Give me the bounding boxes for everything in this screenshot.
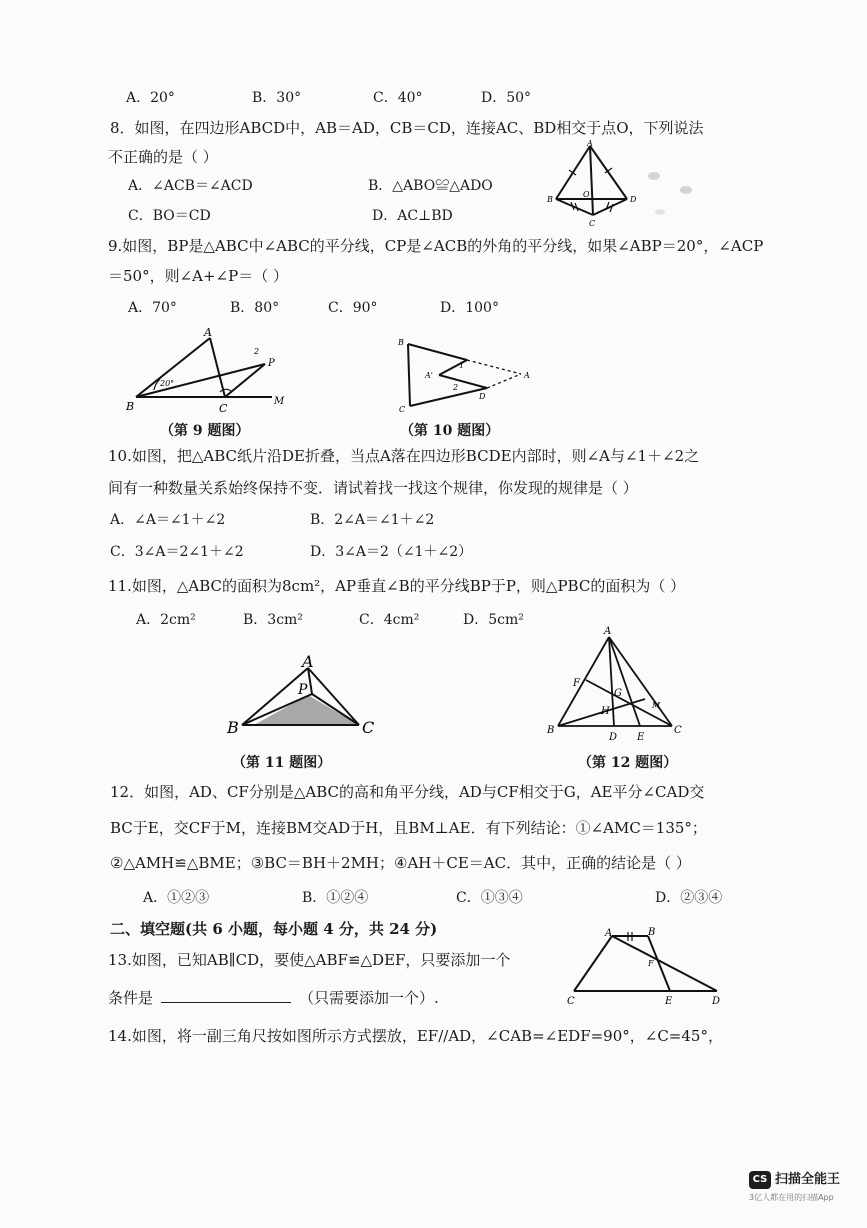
q10-option-a: A．∠A＝∠1＋∠2 — [110, 512, 226, 528]
q8-option-c: C．BO＝CD — [128, 208, 211, 224]
q13-answer-blank[interactable] — [161, 988, 291, 1003]
q13-label-e: E — [665, 996, 673, 1007]
q12-label-d: D — [609, 732, 618, 743]
q9-label-p: P — [268, 358, 275, 369]
q8-stem-line1: 8．如图，在四边形ABCD中，AB＝AD，CB＝CD，连接AC、BD相交于点O，下列说法 — [110, 119, 704, 137]
q11-label-c: C — [362, 718, 375, 737]
q12-stem-line2: BC于E，交CF于M，连接BM交AD于H，且BM⊥AE．有下列结论：①∠AMC＝135°； — [110, 819, 707, 837]
q12-option-d: D．②③④ — [655, 890, 723, 906]
q10-label-b: B — [398, 338, 404, 347]
q11-stem: 11.如图，△ABC的面积为8cm²，AP垂直∠B的平分线BP于P，则△PBC的面积为（ ） — [108, 577, 686, 595]
q8-figure — [545, 140, 640, 230]
q12-label-c: C — [674, 725, 682, 736]
q10-option-c: C．3∠A＝2∠1＋∠2 — [110, 544, 244, 560]
scan-smudge — [640, 160, 700, 230]
q14-stem: 14.如图，将一副三角尺按如图所示方式摆放，EF//AD，∠CAB=∠EDF=90°，∠C=45°， — [108, 1027, 723, 1045]
q8-option-b: B．△ABO≌△ADO — [368, 178, 493, 194]
q10-stem-line2: 间有一种数量关系始终保持不变．请试着找一找这个规律，你发现的规律是（ ） — [108, 479, 638, 497]
q9-caption: （第 9 题图） — [160, 423, 250, 439]
q9-label-2: 2 — [254, 347, 260, 356]
q9-figure — [122, 322, 292, 417]
scanner-tagline: 3亿人都在用的扫描App — [749, 1193, 834, 1202]
q12-option-c: C．①③④ — [456, 890, 523, 906]
q9-option-c: C．90° — [328, 300, 378, 316]
q12-label-e: E — [637, 732, 645, 743]
q12-label-m: M — [652, 701, 661, 710]
q10-label-a-prime: A' — [425, 371, 433, 380]
q10-label-1: 1 — [459, 361, 465, 370]
q8-label-a: A — [587, 140, 593, 148]
q10-caption: （第 10 题图） — [400, 423, 500, 439]
q13-label-c: C — [567, 996, 575, 1007]
q10-label-d: D — [479, 392, 486, 401]
section-title-fill-in: 二、填空题(共 6 小题，每小题 4 分，共 24 分) — [110, 920, 438, 938]
q12-figure — [542, 620, 692, 745]
q9-option-a: A．70° — [128, 300, 177, 316]
q9-option-b: B．80° — [230, 300, 280, 316]
q9-stem-line2: ＝50°，则∠A+∠P＝（ ） — [108, 267, 288, 285]
q10-figure — [395, 330, 540, 415]
q10-option-d: D．3∠A＝2（∠1＋∠2） — [310, 544, 473, 560]
q8-option-a: A．∠ACB＝∠ACD — [128, 178, 253, 194]
q12-label-f: F — [573, 678, 580, 689]
scanner-app-name: 扫描全能王 — [775, 1172, 841, 1187]
q9-label-m: M — [274, 396, 285, 407]
q8-label-b: B — [547, 195, 553, 204]
q11-option-a: A．2cm² — [136, 612, 196, 628]
q13-suffix: （只需要添加一个）. — [299, 989, 439, 1007]
q9-label-c: C — [219, 402, 228, 415]
q12-option-b: B．①②④ — [302, 890, 369, 906]
q10-option-b: B．2∠A＝∠1＋∠2 — [310, 512, 435, 528]
q11-figure — [222, 648, 382, 742]
q9-label-b: B — [126, 400, 135, 413]
q10-label-a: A — [524, 371, 530, 380]
q8-stem-line2: 不正确的是（ ） — [108, 148, 218, 166]
q11-caption: （第 11 题图） — [232, 755, 332, 771]
q11-label-b: B — [227, 718, 239, 737]
q8-label-o: O — [583, 190, 590, 199]
q13-label-f: F — [648, 959, 654, 968]
q12-option-a: A．①②③ — [143, 890, 210, 906]
q12-caption: （第 12 题图） — [578, 755, 678, 771]
q13-label-b: B — [648, 927, 656, 938]
q8-option-d: D．AC⊥BD — [372, 208, 453, 224]
q11-option-b: B．3cm² — [243, 612, 303, 628]
q12-label-h: H — [601, 706, 610, 717]
q9-option-d: D．100° — [440, 300, 499, 316]
q10-label-2: 2 — [453, 383, 459, 392]
q12-stem-line1: 12．如图，AD、CF分别是△ABC的高和角平分线，AD与CF相交于G，AE平分∠CAD交 — [110, 783, 705, 801]
scanner-logo-icon: CS — [749, 1171, 771, 1189]
q8-label-d: D — [630, 195, 637, 204]
q12-label-b: B — [547, 725, 555, 736]
q11-option-c: C．4cm² — [359, 612, 420, 628]
q10-stem-line1: 10.如图，把△ABC纸片沿DE折叠，当点A落在四边形BCDE内部时，则∠A与∠1＋∠2之 — [108, 447, 700, 465]
q7-option-a: A．20° — [126, 90, 175, 106]
q11-label-a: A — [302, 652, 314, 671]
q13-figure — [562, 920, 732, 1010]
q13-prefix: 条件是 — [108, 989, 154, 1007]
q8-label-c: C — [589, 219, 596, 228]
q11-label-p: P — [298, 682, 308, 698]
q12-label-g: G — [614, 688, 622, 699]
q9-label-a: A — [204, 326, 212, 339]
q12-stem-line3: ②△AMH≌△BME；③BC＝BH＋2MH；④AH＋CE＝AC．其中，正确的结论是（ ） — [110, 854, 691, 872]
q7-option-c: C．40° — [373, 90, 423, 106]
q12-label-a: A — [604, 626, 612, 637]
q10-label-c: C — [399, 405, 406, 414]
q9-label-angle: 20° — [160, 379, 175, 388]
q7-option-b: B．30° — [252, 90, 302, 106]
q11-option-d: D．5cm² — [463, 612, 524, 628]
q13-label-d: D — [712, 996, 721, 1007]
q13-stem-line2 — [108, 988, 439, 1008]
q9-stem-line1: 9.如图，BP是△ABC中∠ABC的平分线，CP是∠ACB的外角的平分线，如果∠ABP＝20°，∠ACP — [108, 237, 764, 255]
q7-option-d: D．50° — [481, 90, 532, 106]
q13-label-a: A — [605, 928, 613, 939]
q13-stem-line1: 13.如图，已知AB∥CD，要使△ABF≌△DEF，只要添加一个 — [108, 951, 511, 969]
